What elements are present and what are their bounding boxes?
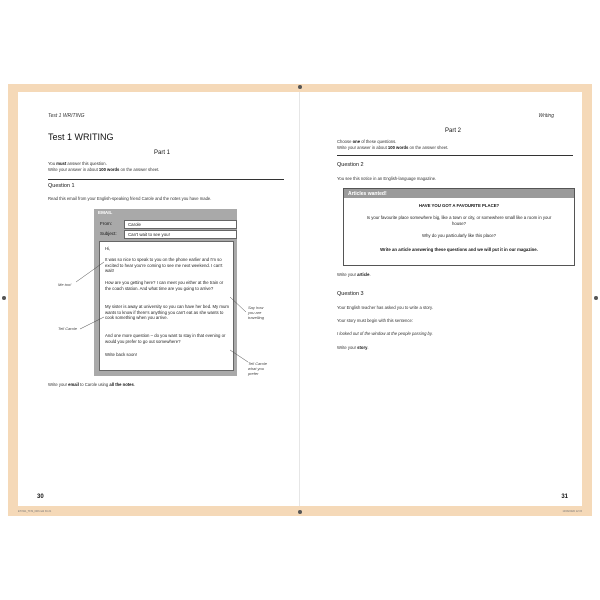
question-3-opening-sentence: I looked out of the window at the people passing by. xyxy=(337,331,433,336)
subject-label: Subject: xyxy=(100,231,117,236)
email-paragraph: It was so nice to speak to you on the phone earlier and I'm so excited to hear you're coming to see me next weekend. I can't wait! xyxy=(105,257,223,273)
subject-field: Can't wait to see you! xyxy=(124,230,237,239)
story-task-instruction: Write your story. xyxy=(337,345,369,350)
email-body xyxy=(99,241,234,371)
question-2-title: Question 2 xyxy=(337,162,364,168)
question-2-intro: You see this notice in an English-language magazine. xyxy=(337,176,437,181)
from-label: From: xyxy=(100,221,112,226)
gutter xyxy=(299,92,300,506)
divider xyxy=(48,179,284,180)
article-task-instruction: Write your article. xyxy=(337,272,371,277)
email-paragraph: Write back soon! xyxy=(105,352,137,357)
notice-header: Articles wanted! xyxy=(344,189,574,198)
question-3-title: Question 3 xyxy=(337,291,364,297)
email-card xyxy=(94,209,237,376)
question-3-line-2: Your story must begin with this sentence: xyxy=(337,318,413,323)
email-paragraph: My sister is away at university so you can have her bed. My mum wants to know if there's anything you can't eat as she wants to cook something when you arrive. xyxy=(105,304,229,320)
email-paragraph: Hi, xyxy=(105,246,111,251)
registration-mark-top xyxy=(298,85,302,89)
notice-line-2: Why do you particularly like this place? xyxy=(421,233,497,238)
part-2-instructions: Choose one of these questions. Write your answer in about 100 words on the answer sheet. xyxy=(337,139,449,150)
page-title: Test 1 WRITING xyxy=(48,132,114,142)
email-paragraph: How are you getting here? I can meet you either at the train or the coach station. And what time are you going to arrive? xyxy=(105,280,224,291)
from-field: Carole xyxy=(124,220,237,229)
page-number-left: 30 xyxy=(37,494,44,500)
registration-mark-right xyxy=(594,296,598,300)
registration-mark-left xyxy=(2,296,6,300)
right-footer-slug: 10/09/2020 12:15 xyxy=(562,510,582,513)
page-area xyxy=(18,92,582,506)
page-number-right: 31 xyxy=(561,494,568,500)
note-tell-carole-prefer: Tell Carole what you prefer xyxy=(248,361,267,376)
notice-line-3: Write an article answering these questions and we will put it in our magazine. xyxy=(380,247,538,252)
running-head-right: Writing xyxy=(538,113,554,119)
email-paragraph: And one more question – do you want to stay in that evening or would you prefer to go out somewhere? xyxy=(105,333,226,344)
part-1-title: Part 1 xyxy=(154,150,171,156)
left-footer-slug: ET1W1_TFIS_008.indd 30-31 xyxy=(18,510,52,513)
question-1-intro: Read this email from your English-speaking friend Carole and the notes you have made. xyxy=(48,196,212,201)
question-1-title: Question 1 xyxy=(48,183,75,189)
email-header: EMAIL xyxy=(98,210,113,215)
part-1-instructions: You must answer this question. Write your answer in about 100 words on the answer sheet. xyxy=(48,161,160,172)
notice-heading: HAVE YOU GOT A FAVOURITE PLACE? xyxy=(418,203,500,208)
question-3-line-1: Your English teacher has asked you to write a story. xyxy=(337,305,433,310)
part-2-title: Part 2 xyxy=(445,128,462,134)
magazine-notice xyxy=(343,188,575,266)
note-tell-carole: Tell Carole xyxy=(58,326,77,331)
running-head-left: Test 1 WRITING xyxy=(48,113,85,119)
notice-line-1: Is your favourite place somewhere big, like a town or city, or somewhere small like a room in your house? xyxy=(366,215,552,226)
left-page xyxy=(18,92,300,506)
note-me-too: Me too! xyxy=(58,282,72,287)
book-spread xyxy=(8,84,592,516)
divider xyxy=(337,155,573,156)
email-task-instruction: Write your email to Carole using all the notes. xyxy=(48,382,135,387)
registration-mark-bottom xyxy=(298,510,302,514)
right-page xyxy=(300,92,582,506)
note-say-how: Say how you are travelling xyxy=(248,305,265,320)
